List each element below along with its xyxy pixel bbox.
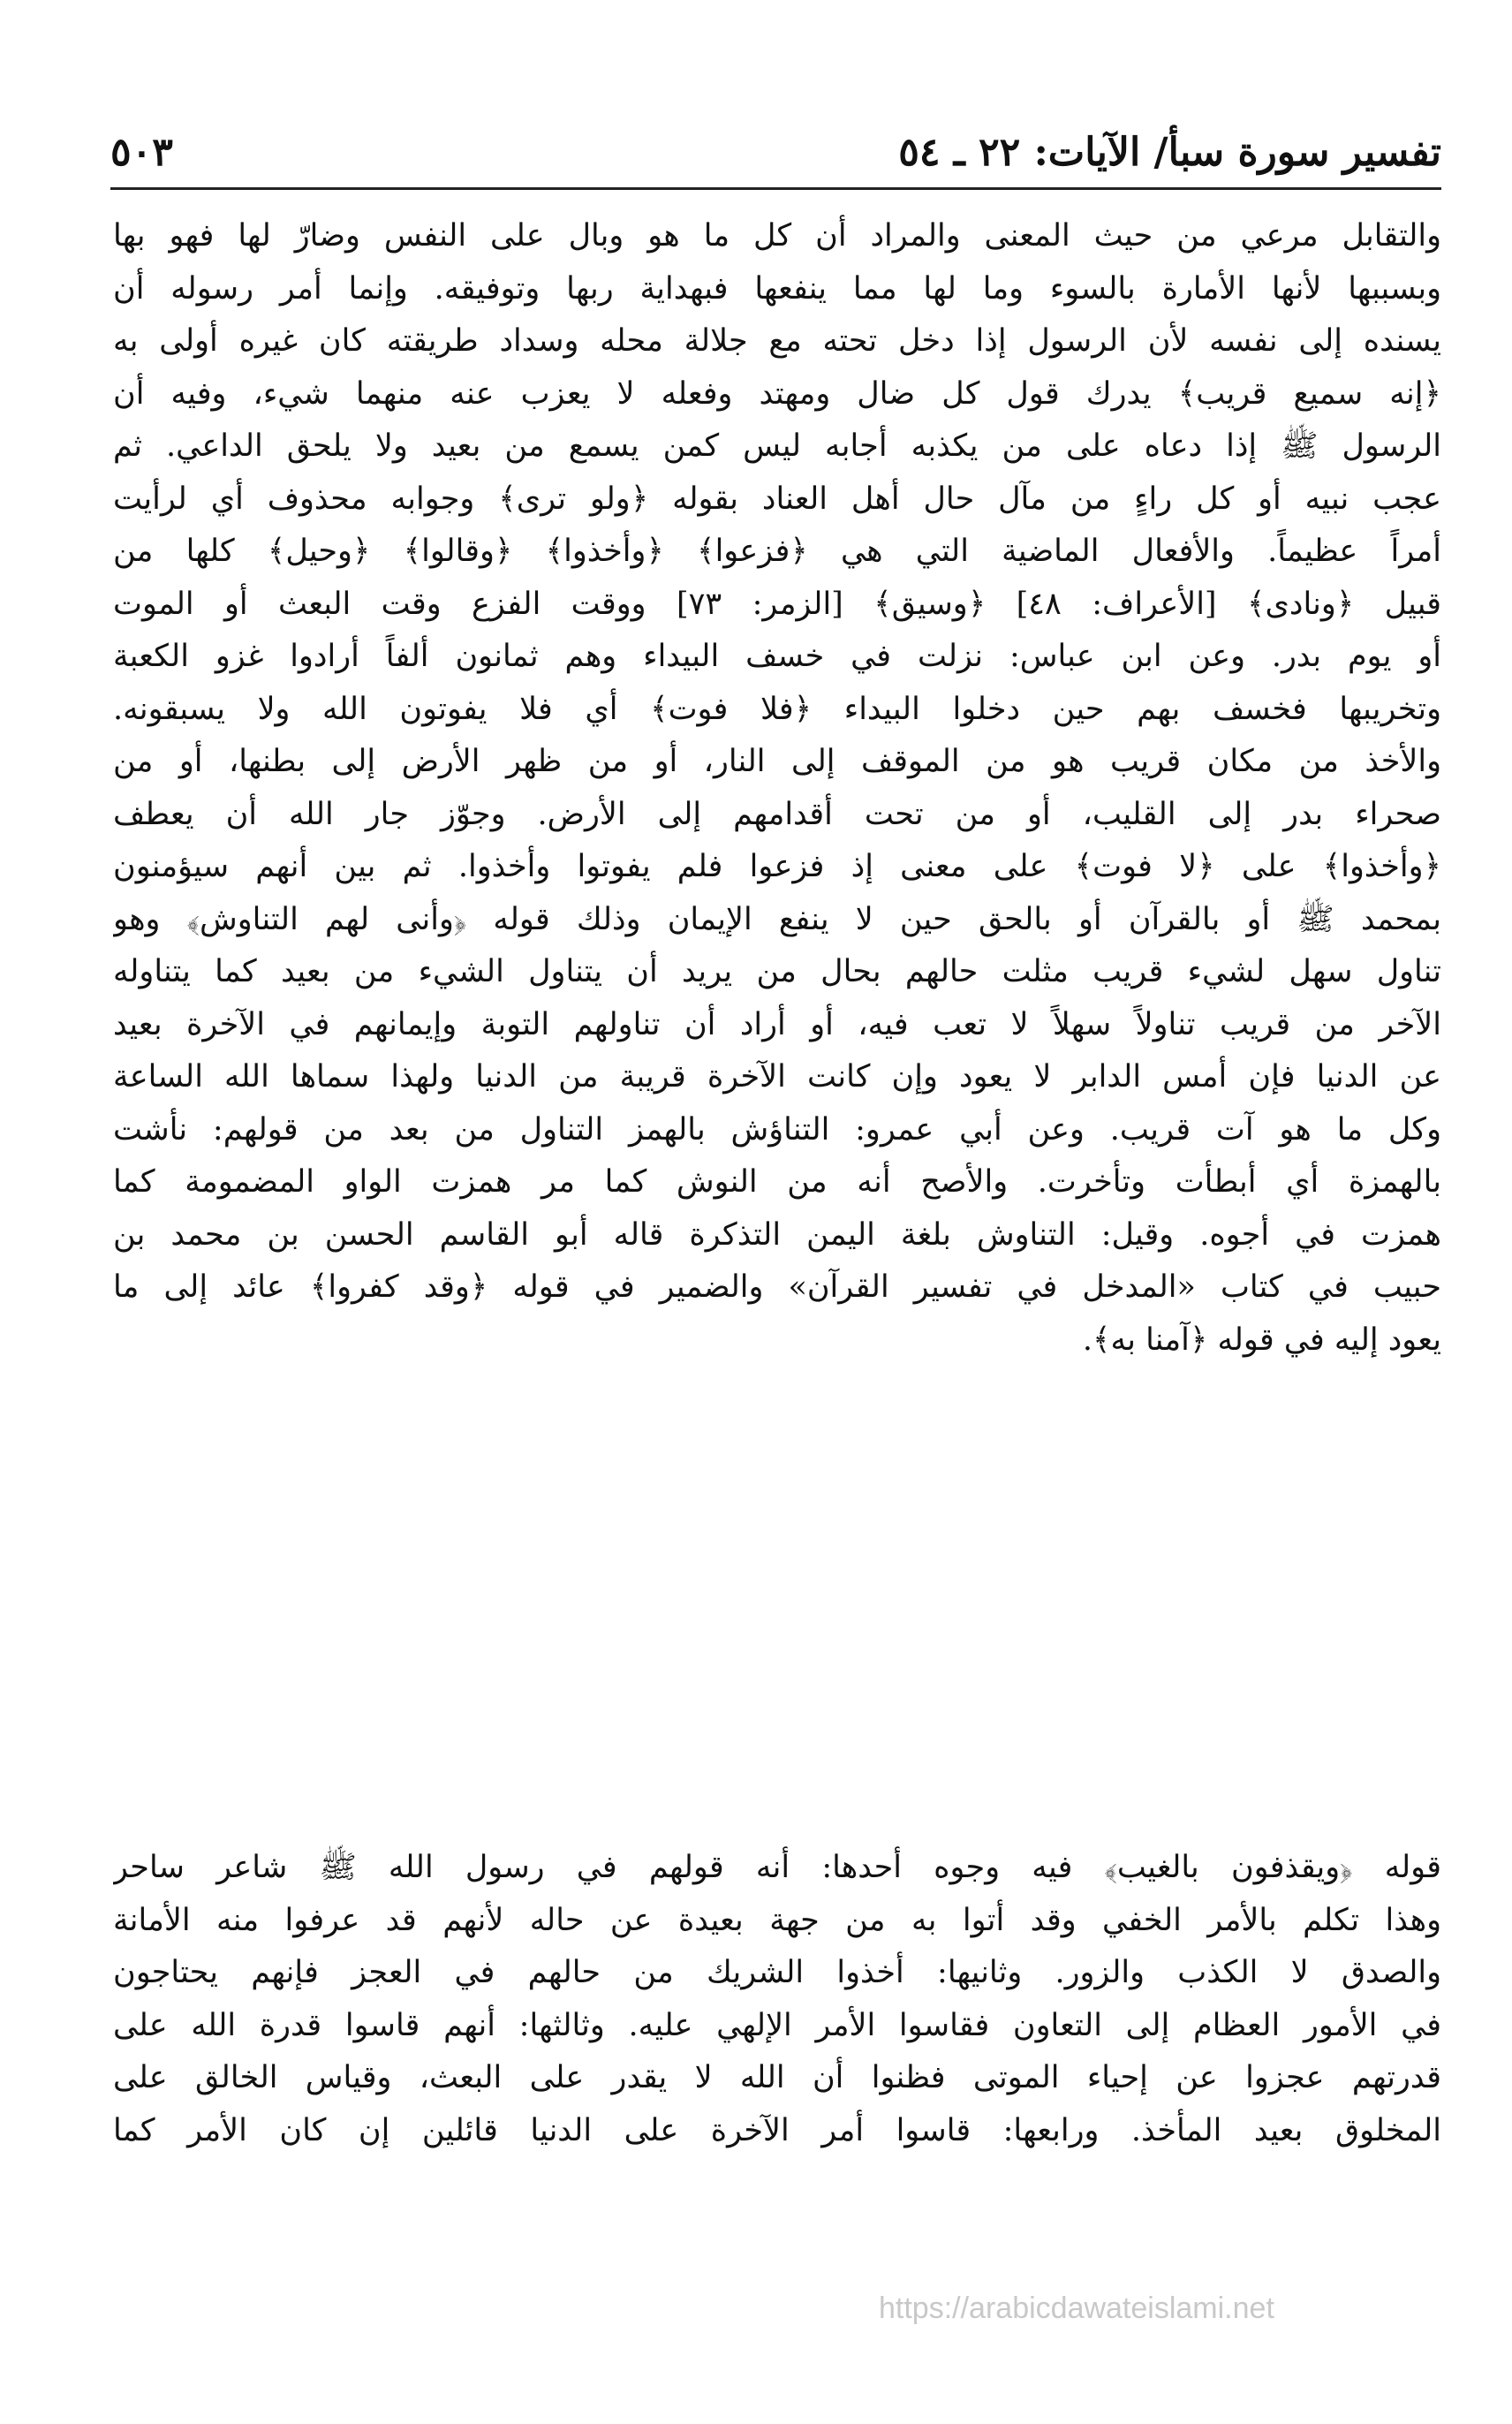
text-line: الرسول ﷺ إذا دعاه على من يكذبه أجابه ليس كمن يسمع من بعيد ولا يلحق الداعي. ثم bbox=[113, 428, 1441, 464]
source-watermark: https://arabicdawateislami.net bbox=[879, 2291, 1274, 2325]
text-line: وبسببها لأنها الأمارة بالسوء وما لها مما ينفعها فبهداية ربها وتوفيقه. وإنما أمر رسوله أن bbox=[113, 270, 1441, 307]
text-line: ﴿وأخذوا﴾ على ﴿لا فوت﴾ على معنى إذ فزعوا فلم يفوتوا وأخذوا. ثم بين أنهم سيؤمنون bbox=[113, 849, 1441, 884]
text-line: قوله ﴿ويقذفون بالغيب﴾ فيه وجوه أحدها: أنه قولهم في رسول الله ﷺ شاعر ساحر bbox=[113, 1850, 1441, 1885]
text-line: وهذا تكلم بالأمر الخفي وقد أتوا به من جهة بعيدة عن حاله لأنهم قد عرفوا منه الأمانة bbox=[113, 1902, 1441, 1938]
text-line: المخلوق بعيد المأخذ. ورابعها: قاسوا أمر الآخرة على الدنيا قائلين إن كان الأمر كما bbox=[113, 2112, 1441, 2148]
text-line: حبيب في كتاب «المدخل في تفسير القرآن» والضمير في قوله ﴿وقد كفروا﴾ عائد إلى ما bbox=[113, 1269, 1441, 1305]
text-line: عن الدنيا فإن أمس الدابر لا يعود وإن كانت الآخرة قريبة من الدنيا ولهذا سماها الله الساعة bbox=[113, 1059, 1441, 1095]
text-line: أو يوم بدر. وعن ابن عباس: نزلت في خسف البيداء وهم ثمانون ألفاً أرادوا غزو الكعبة bbox=[113, 639, 1441, 674]
text-line: قدرتهم عجزوا عن إحياء الموتى فظنوا أن الله لا يقدر على البعث، وقياس الخالق على bbox=[113, 2060, 1441, 2095]
text-line: والأخذ من مكان قريب هو من الموقف إلى النار، أو من ظهر الأرض إلى بطنها، أو من bbox=[113, 744, 1441, 779]
text-line: ﴿إنه سميع قريب﴾ يدرك قول كل ضال ومهتد وفعله لا يعزب عنه منهما شيء، وفيه أن bbox=[113, 375, 1441, 412]
text-line: قبيل ﴿ونادى﴾ [الأعراف: ٤٨] ﴿وسيق﴾ [الزمر: ٧٣] ووقت الفزع وقت البعث أو الموت bbox=[113, 586, 1441, 622]
text-line: صحراء بدر إلى القليب، أو من تحت أقدامهم إلى الأرض. وجوّز جار الله أن يعطف bbox=[113, 796, 1441, 832]
text-line: يسنده إلى نفسه لأن الرسول إذا دخل تحته مع جلالة محله وسداد طريقته كان غيره أولى به bbox=[113, 323, 1441, 359]
text-line: والصدق لا الكذب والزور. وثانيها: أخذوا الشريك من حالهم في العجز فإنهم يحتاجون bbox=[113, 1955, 1441, 1990]
chapter-title: تفسير سورة سبأ/ الآيات: ٢٢ ـ ٥٤ bbox=[898, 130, 1441, 175]
running-header bbox=[110, 122, 1441, 193]
text-line: في الأمور العظام إلى التعاون فقاسوا الأمر الإلهي عليه. وثالثها: أنهم قاسوا قدرة الله على bbox=[113, 2007, 1441, 2043]
text-line: عجب نبيه أو كل راءٍ من مآل حال أهل العناد بقوله ﴿ولو ترى﴾ وجوابه محذوف أي لرأيت bbox=[113, 481, 1441, 517]
header-divider bbox=[110, 187, 1441, 190]
text-line: والتقابل مرعي من حيث المعنى والمراد أن كل ما هو وبال على النفس وضارّ لها فهو بها bbox=[113, 218, 1441, 254]
page-number: ٥٠٣ bbox=[110, 130, 173, 175]
tafsir-paragraph-2 bbox=[113, 1842, 1441, 2157]
text-line: تناول سهل لشيء قريب مثلت حالهم بحال من يريد أن يتناول الشيء من بعيد كما يتناوله bbox=[113, 954, 1441, 989]
text-line: همزت في أجوه. وقيل: التناوش بلغة اليمن التذكرة قاله أبو القاسم الحسن بن محمد بن bbox=[113, 1216, 1441, 1253]
text-line: وكل ما هو آت قريب. وعن أبي عمرو: التناؤش بالهمز التناول من بعد من قولهم: نأشت bbox=[113, 1111, 1441, 1148]
text-line: وتخريبها فخسف بهم حين دخلوا البيداء ﴿فلا فوت﴾ أي فلا يفوتون الله ولا يسبقونه. bbox=[113, 691, 1441, 727]
text-line: أمراً عظيماً. والأفعال الماضية التي هي ﴿فزعوا﴾ ﴿وأخذوا﴾ ﴿وقالوا﴾ ﴿وحيل﴾ كلها من bbox=[113, 534, 1441, 569]
text-line: بالهمزة أي أبطأت وتأخرت. والأصح أنه من النوش كما مر همزت الواو المضمومة كما bbox=[113, 1164, 1441, 1200]
tafsir-paragraph-1 bbox=[113, 210, 1441, 1367]
text-line: بمحمد ﷺ أو بالقرآن أو بالحق حين لا ينفع الإيمان وذلك قوله ﴿وأنى لهم التناوش﴾ وهو bbox=[113, 901, 1441, 937]
text-line: يعود إليه في قوله ﴿آمنا به﴾. bbox=[1082, 1322, 1441, 1358]
text-line: الآخر من قريب تناولاً سهلاً لا تعب فيه، أو أراد أن تناولهم التوبة وإيمانهم في الآخرة بعيد bbox=[113, 1006, 1441, 1042]
